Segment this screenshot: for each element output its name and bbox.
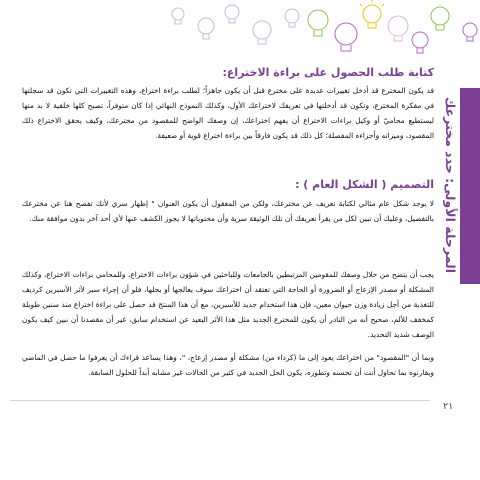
section-heading: كتابة طلب الحصول على براءة الاختراع: [222, 66, 434, 79]
section-patent-application [22, 66, 434, 143]
body-paragraph: قد يكون المخترع قد أدخل تغييرات عديدة على مخترع قبل أن يكون جاهزاً؛ لطلب براءة اختراع، وهذه التغييرات التي تكون قد سجلتها في مفكرة المخترع، وتكون قد أدخلتها في تعريفك لاختراعك الأول، وكذلك النموذج النهائي إذا كان متوفراً، تصبح كلها خلفية لا بد منها ليستطيع محاميّ أو وكيل براءات الاختراع أن يفهم اختراعك، إن وصفك الواضح للمقصود من مخترعك، وكيف يحقق الاختراع ذلك المقصود، وميزاته وأجزاءه المفصلة؛ كل ذلك قد يكون فارقاً بين براءة اختراع قوية أو ضعيفة. [22, 86, 434, 140]
body-paragraph: يجب أن يتضح من خلال وصفك للمقومين المرتبطين بالجامعات وللباحثين في شؤون براءات الاختراع، وللمحامي براءات الاختراع، وكذلك المشكلة أو مصدر الإزعاج أو الضرورة أو الحاجة التي تعتقد أن اختراعك سوف يعالجها أو يحلها، فلو أن إجراء سبر لأثر الأسبرين كرديف للتغذية من أجل زيادة وزن حيوان معين، فإن هذا استخدام جديد للأسبرين، مع أن هذا المنتج قد حصل على براءة اختراع منذ سنين طويلة كمخفف للألم، صحيح أنه من النادر أن يكون للمخترع الجديد مثل هذا الأثر البعيد عن استخدام سابق، غير أن مقصدنا أن نبين كيف يكون الوصف شديد التحديد. [22, 270, 434, 339]
page-number: ٢١ [443, 401, 454, 412]
section-heading: التصميم ( الشكل العام ) : [295, 178, 434, 191]
body-paragraph: لا يوجد شكل عام مثالي لكتابة تعريف عن مخترعك، ولكن من المعقول أن يكون العنوان " إظهار سري لأنك تفصح هنا عن مخترعك بالتفصيل، وعليك أن تبين لكل من يقرأ تعريفك أن تلك الوثيقة سرية وأن محتوياتها لا يجوز الكشف عنها لأي أحد آخر بدون موافقة منك. [22, 199, 434, 223]
section-purpose [22, 350, 434, 380]
lightbulbs-decoration-icon [0, 0, 480, 62]
section-design-layout [22, 178, 434, 226]
section-problem-description [22, 267, 434, 342]
chapter-side-tab [460, 88, 480, 284]
body-paragraph: وبما أن "المقصود" من اختراعك يعود إلى ما (كرداء من) مشكلة أو مصدر إزعاج، "، وهذا يساعد قراءك أن يعرفوا ما حصل في الماضي ويقارنوه بما تحاول أنت أن تحسنه وتطوره، يكون الحل الجديد في كثير من الحالات غير مشابه أبداً للحلول السابقة. [22, 353, 434, 377]
chapter-side-title: المرحلة الأولى: حدد مخترعك [443, 96, 458, 274]
footer-rule [10, 400, 430, 401]
